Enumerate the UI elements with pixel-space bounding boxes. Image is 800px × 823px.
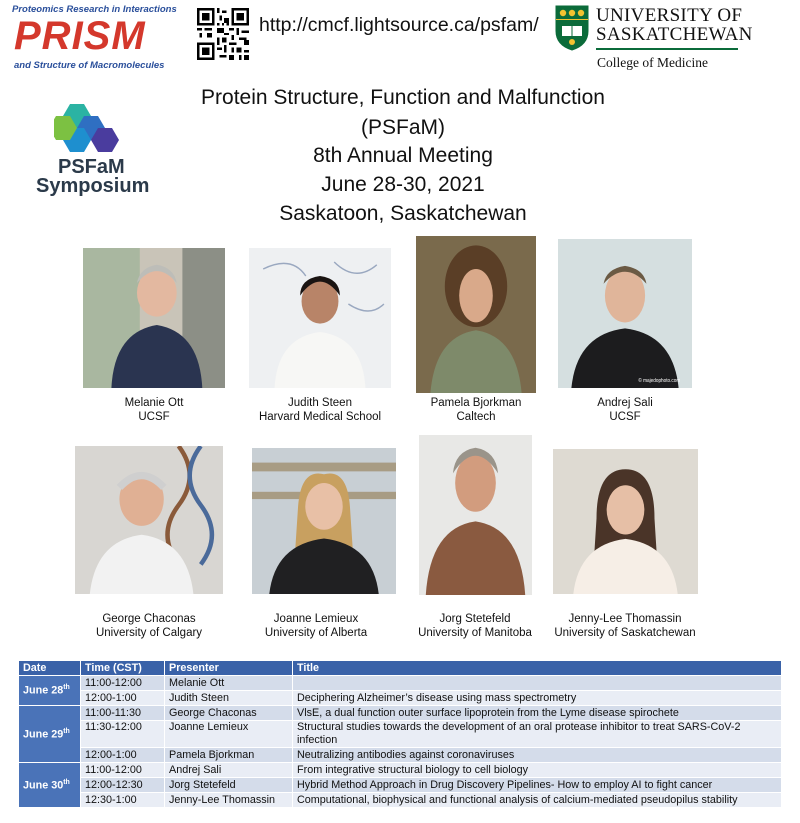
speaker-photo — [83, 248, 225, 388]
day-cell: June 28th — [19, 676, 81, 706]
table-row — [19, 793, 782, 808]
speaker-caption — [540, 612, 710, 640]
time-cell: 11:30-12:00 — [81, 721, 165, 748]
table-row — [19, 691, 782, 706]
table-row — [19, 748, 782, 763]
day-cell: June 30th — [19, 763, 81, 808]
speaker-name: Jorg Stetefeld — [439, 613, 511, 625]
presenter-cell: Jorg Stetefeld — [165, 778, 293, 793]
presenter-cell: Pamela Bjorkman — [165, 748, 293, 763]
speaker-caption — [396, 396, 556, 424]
psfam-hexagon-logo-icon — [54, 102, 120, 156]
presenter-cell: Joanne Lemieux — [165, 721, 293, 748]
presenter-cell: George Chaconas — [165, 706, 293, 721]
table-header-row — [19, 661, 782, 676]
speaker-name: Judith Steen — [288, 397, 352, 409]
university-divider — [596, 48, 738, 50]
talk-title-cell — [293, 676, 782, 691]
university-name-line1: UNIVERSITY OF — [596, 5, 743, 26]
prism-tagline: Proteomics Research in Interactions — [12, 4, 177, 15]
talk-title-cell: Structural studies towards the development of an oral protease inhibitor to treat SARS-CoV-2 infection — [293, 721, 782, 748]
time-cell: 12:30-1:00 — [81, 793, 165, 808]
college-name: College of Medicine — [597, 55, 708, 70]
speaker-photo — [252, 448, 396, 594]
column-header-title: Title — [293, 661, 782, 676]
column-header-date: Date — [19, 661, 81, 676]
speaker-affiliation: University of Alberta — [264, 627, 368, 639]
schedule-table — [18, 660, 782, 808]
speaker-affiliation: University of Manitoba — [418, 627, 532, 639]
photo-credit: © majedophoto.com — [638, 378, 681, 385]
speaker-photo — [416, 236, 536, 393]
presenter-cell: Judith Steen — [165, 691, 293, 706]
speaker-name: Melanie Ott — [124, 397, 184, 409]
speaker-affiliation: UCSF — [609, 411, 641, 423]
university-name-line2: SASKATCHEWAN — [596, 24, 753, 45]
time-cell: 11:00-11:30 — [81, 706, 165, 721]
talk-title-cell: Hybrid Method Approach in Drug Discovery Pipelines- How to employ AI to fight cancer — [293, 778, 782, 793]
qr-code-icon[interactable] — [197, 8, 249, 60]
talk-title-cell: Neutralizing antibodies against coronaviruses — [293, 748, 782, 763]
usask-crest-icon — [555, 5, 589, 51]
symposium-logo-line2: Symposium — [36, 175, 150, 197]
speaker-affiliation: UCSF — [138, 411, 170, 423]
table-row — [19, 763, 782, 778]
speaker-name: George Chaconas — [102, 613, 196, 625]
speaker-affiliation: Caltech — [456, 411, 496, 423]
event-location: Saskatoon, Saskatchewan — [279, 202, 527, 225]
day-cell: June 29th — [19, 706, 81, 763]
table-row — [19, 721, 782, 748]
column-header-presenter: Presenter — [165, 661, 293, 676]
speaker-affiliation: Harvard Medical School — [258, 411, 382, 423]
time-cell: 12:00-1:00 — [81, 691, 165, 706]
speaker-photo — [558, 239, 692, 388]
symposium-url-link[interactable]: http://cmcf.lightsource.ca/psfam/ — [259, 14, 539, 36]
time-cell: 11:00-12:00 — [81, 763, 165, 778]
event-dates: June 28-30, 2021 — [321, 173, 485, 196]
speaker-name: Pamela Bjorkman — [430, 397, 522, 409]
talk-title-cell: From integrative structural biology to cell biology — [293, 763, 782, 778]
table-row — [19, 706, 782, 721]
time-cell: 12:00-12:30 — [81, 778, 165, 793]
speaker-photo — [75, 446, 223, 594]
speaker-caption — [395, 612, 555, 640]
speaker-caption — [230, 396, 410, 424]
presenter-cell: Melanie Ott — [165, 676, 293, 691]
speaker-affiliation: University of Calgary — [95, 627, 203, 639]
talk-title-cell: Computational, biophysical and functional analysis of calcium-mediated pseudopilus stability — [293, 793, 782, 808]
speaker-photo — [553, 449, 698, 594]
symposium-logo-line1: PSFaM — [58, 156, 125, 178]
event-edition: 8th Annual Meeting — [313, 144, 493, 167]
speaker-caption — [69, 612, 229, 640]
prism-subline: and Structure of Macromolecules — [14, 60, 165, 71]
presenter-cell: Jenny-Lee Thomassin — [165, 793, 293, 808]
speaker-caption — [545, 396, 705, 424]
speaker-photo — [419, 435, 532, 595]
speaker-name: Andrej Sali — [597, 397, 653, 409]
talk-title-cell: Deciphering Alzheimer’s disease using mass spectrometry — [293, 691, 782, 706]
speaker-affiliation: University of Saskatchewan — [554, 627, 696, 639]
speaker-photo — [249, 248, 391, 388]
speaker-name: Joanne Lemieux — [273, 613, 359, 625]
speaker-caption — [74, 396, 234, 424]
table-row — [19, 676, 782, 691]
prism-logo-wordmark: PRISM — [14, 14, 146, 58]
speaker-caption — [236, 612, 396, 640]
presenter-cell: Andrej Sali — [165, 763, 293, 778]
time-cell: 11:00-12:00 — [81, 676, 165, 691]
speaker-name: Jenny-Lee Thomassin — [568, 613, 682, 625]
talk-title-cell: VlsE, a dual function outer surface lipoprotein from the Lyme disease spirochete — [293, 706, 782, 721]
time-cell: 12:00-1:00 — [81, 748, 165, 763]
event-title: Protein Structure, Function and Malfunction — [201, 86, 605, 109]
event-acronym: (PSFaM) — [361, 116, 445, 139]
table-row — [19, 778, 782, 793]
column-header-time: Time (CST) — [81, 661, 165, 676]
